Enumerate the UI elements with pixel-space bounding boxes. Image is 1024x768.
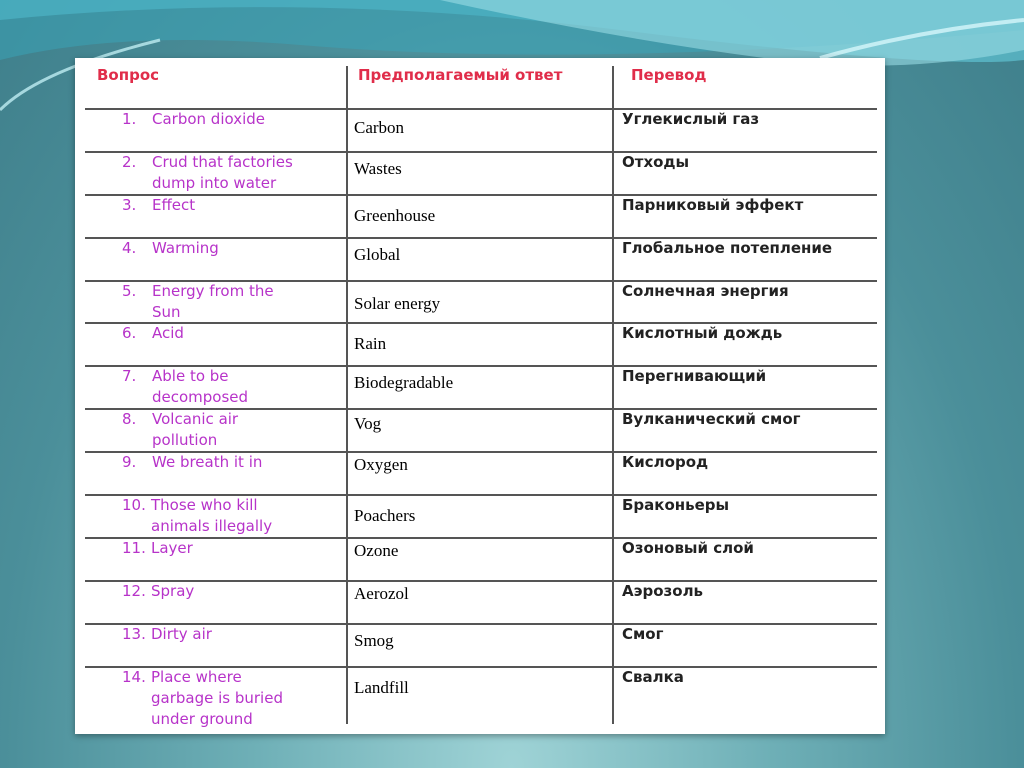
header-answer: Предполагаемый ответ [358,66,563,84]
table-header [85,66,877,108]
translation-text: Отходы [622,152,690,171]
column-divider [612,66,614,724]
question-number: 13. [122,624,146,643]
table-row [85,365,877,408]
table-row [85,623,877,666]
translation-text: Солнечная энергия [622,281,789,300]
column-divider [346,66,348,724]
question-number: 2. [122,152,137,171]
table-row [85,451,877,494]
table-row [85,108,877,151]
answer-text: Ozone [354,540,399,560]
table-row [85,280,877,323]
question-text: We breath it in [152,453,263,472]
translation-text: Браконьеры [622,496,730,515]
question-number: 6. [122,324,137,343]
answer-text: Landfill [354,677,409,697]
question-text: Carbon dioxide [152,110,266,128]
question-number: 12. [122,581,146,600]
answer-text: Oxygen [354,455,408,475]
translation-text: Парниковый эффект [622,195,804,214]
question-number: 1. [122,110,137,128]
question-number: 9. [122,453,137,472]
question-text: Warming [152,238,219,257]
answer-text: Wastes [354,158,402,178]
question-text: Able to be decomposed [152,367,249,407]
question-number: 3. [122,195,137,214]
answer-text: Poachers [354,506,416,526]
header-question: Вопрос [97,66,160,84]
table-row [85,666,877,726]
translation-text: Вулканический смог [622,410,801,429]
translation-text: Кислотный дождь [622,324,783,343]
question-text: Effect [152,195,196,214]
header-translation: Перевод [631,66,707,84]
translation-text: Перегнивающий [622,367,767,386]
question-number: 11. [122,538,146,557]
question-number: 7. [122,367,137,386]
table-row [85,408,877,451]
answer-text: Smog [354,630,394,650]
question-number: 14. [122,667,146,686]
vocabulary-table [85,66,877,726]
answer-text: Biodegradable [354,373,454,393]
translation-text: Глобальное потепление [622,238,833,257]
table-row [85,537,877,580]
question-text: Crud that factories dump into water [152,152,293,192]
question-text: Place where garbage is buried under ground [151,667,283,728]
question-text: Dirty air [151,624,212,643]
answer-text: Solar energy [354,293,441,313]
question-text: Acid [152,324,184,343]
answer-text: Rain [354,334,387,354]
table-row [85,494,877,537]
translation-text: Аэрозоль [622,581,704,600]
table-row [85,322,877,365]
table-row [85,194,877,237]
answer-text: Carbon [354,118,405,137]
translation-text: Озоновый слой [622,538,754,557]
answer-text: Vog [354,414,382,434]
answer-text: Aerozol [354,583,409,603]
question-number: 5. [122,281,137,300]
question-number: 4. [122,238,137,257]
translation-text: Углекислый газ [622,110,760,128]
question-number: 10. [122,496,146,515]
table-body [85,108,877,726]
slide [75,58,885,734]
question-text: Volcanic air pollution [152,410,239,450]
translation-text: Смог [622,624,664,643]
question-text: Those who kill animals illegally [151,496,273,536]
translation-text: Кислород [622,453,709,472]
question-text: Layer [151,538,193,557]
translation-text: Свалка [622,667,684,686]
table-row [85,151,877,194]
question-number: 8. [122,410,137,429]
answer-text: Global [354,244,401,264]
question-text: Energy from the Sun [152,281,274,321]
table-row [85,580,877,623]
question-text: Spray [151,581,195,600]
answer-text: Greenhouse [354,205,436,225]
table-row [85,237,877,280]
